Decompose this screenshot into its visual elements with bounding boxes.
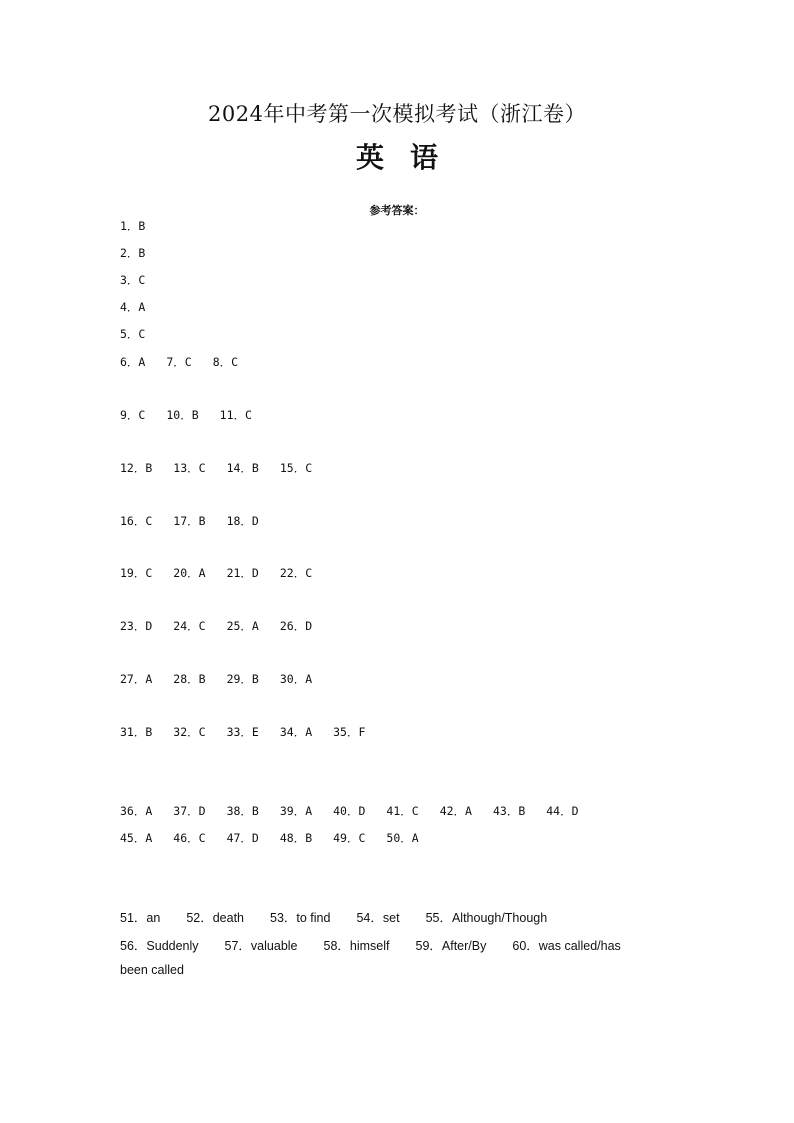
- answer-item: 40．D: [333, 804, 366, 818]
- answer-item: 11．C: [219, 408, 252, 422]
- answer-item: 27．A: [120, 672, 153, 686]
- answer-item: 21．D: [226, 566, 259, 580]
- answer-item: 20．A: [173, 566, 206, 580]
- answer-item: 15．C: [279, 461, 313, 475]
- answer-row: [120, 326, 166, 344]
- answer-item: 44．D: [546, 804, 579, 818]
- answer-item: 13．C: [173, 461, 206, 475]
- answer-item: 39．A: [279, 804, 313, 818]
- answer-item: 36．A: [120, 804, 153, 818]
- answer-item: 28．B: [173, 672, 206, 686]
- answer-item: 17．B: [173, 514, 206, 528]
- answer-row: [120, 299, 166, 317]
- answer-item: 25．A: [226, 619, 259, 633]
- answer-item: 50．A: [386, 831, 419, 845]
- answer-item: 26．D: [279, 619, 313, 633]
- answer-row: [120, 618, 333, 636]
- answer-item: 6．A: [120, 355, 146, 369]
- fill-answer-item: 52．death: [186, 911, 244, 925]
- answer-row: [120, 830, 440, 848]
- fill-answer-item: 56．Suddenly: [120, 939, 199, 953]
- answer-item: 7．C: [166, 355, 192, 369]
- fill-answer-item: 60．was called/has: [512, 939, 621, 953]
- answer-item: 46．C: [173, 831, 206, 845]
- answer-item: 19．C: [120, 566, 153, 580]
- document-title: 2024年中考第一次模拟考试（浙江卷）: [208, 102, 586, 126]
- answer-item: 3．C: [120, 273, 146, 287]
- answer-item: 45．A: [120, 831, 153, 845]
- answer-item: 43．B: [492, 804, 526, 818]
- answer-row: [120, 724, 386, 742]
- answer-item: 22．C: [279, 566, 313, 580]
- answer-row: [120, 354, 259, 372]
- fill-in-answer-continuation: been called: [120, 963, 184, 977]
- answer-item: 48．B: [279, 831, 313, 845]
- answer-key-heading: 参考答案：: [369, 204, 425, 217]
- answer-item: 32．C: [173, 725, 206, 739]
- answer-item: 12．B: [120, 461, 153, 475]
- answer-item: 37．D: [173, 804, 206, 818]
- document-subject: 英语: [355, 141, 464, 174]
- answer-item: 1．B: [120, 219, 146, 233]
- answer-row: [120, 803, 600, 821]
- answer-item: 23．D: [120, 619, 153, 633]
- fill-answer-row: [120, 936, 647, 954]
- fill-answer-item: 54．set: [356, 911, 400, 925]
- answer-item: 2．B: [120, 246, 146, 260]
- fill-answer-item: 57．valuable: [224, 939, 298, 953]
- answer-item: 47．D: [226, 831, 259, 845]
- answer-row: [120, 565, 333, 583]
- answer-item: 35．F: [333, 725, 366, 739]
- answer-row: [120, 513, 280, 531]
- answer-item: 31．B: [120, 725, 153, 739]
- answer-row: [120, 460, 333, 478]
- answer-row: [120, 671, 333, 689]
- answer-item: 38．B: [226, 804, 259, 818]
- answer-item: 42．A: [439, 804, 472, 818]
- answer-item: 4．A: [120, 300, 146, 314]
- fill-answer-row: [120, 908, 573, 926]
- fill-answer-item: 51．an: [120, 911, 161, 925]
- answer-item: 14．B: [226, 461, 259, 475]
- answer-item: 29．B: [226, 672, 259, 686]
- answer-row: [120, 218, 166, 236]
- answer-item: 49．C: [333, 831, 366, 845]
- answer-row: [120, 407, 273, 425]
- answer-item: 34．A: [279, 725, 313, 739]
- answer-row: [120, 245, 166, 263]
- answer-item: 18．D: [226, 514, 259, 528]
- answer-item: 5．C: [120, 327, 146, 341]
- answer-item: 16．C: [120, 514, 153, 528]
- answer-item: 9．C: [120, 408, 146, 422]
- answer-row: [120, 272, 166, 290]
- answer-item: 33．E: [226, 725, 259, 739]
- answer-item: 30．A: [279, 672, 313, 686]
- answer-item: 41．C: [386, 804, 419, 818]
- answer-item: 10．B: [166, 408, 199, 422]
- answer-item: 24．C: [173, 619, 206, 633]
- fill-answer-item: 58．himself: [323, 939, 390, 953]
- fill-answer-item: 55．Although/Though: [425, 911, 548, 925]
- answer-item: 8．C: [212, 355, 239, 369]
- fill-answer-item: 59．After/By: [415, 939, 487, 953]
- fill-answer-item: 53．to find: [270, 911, 331, 925]
